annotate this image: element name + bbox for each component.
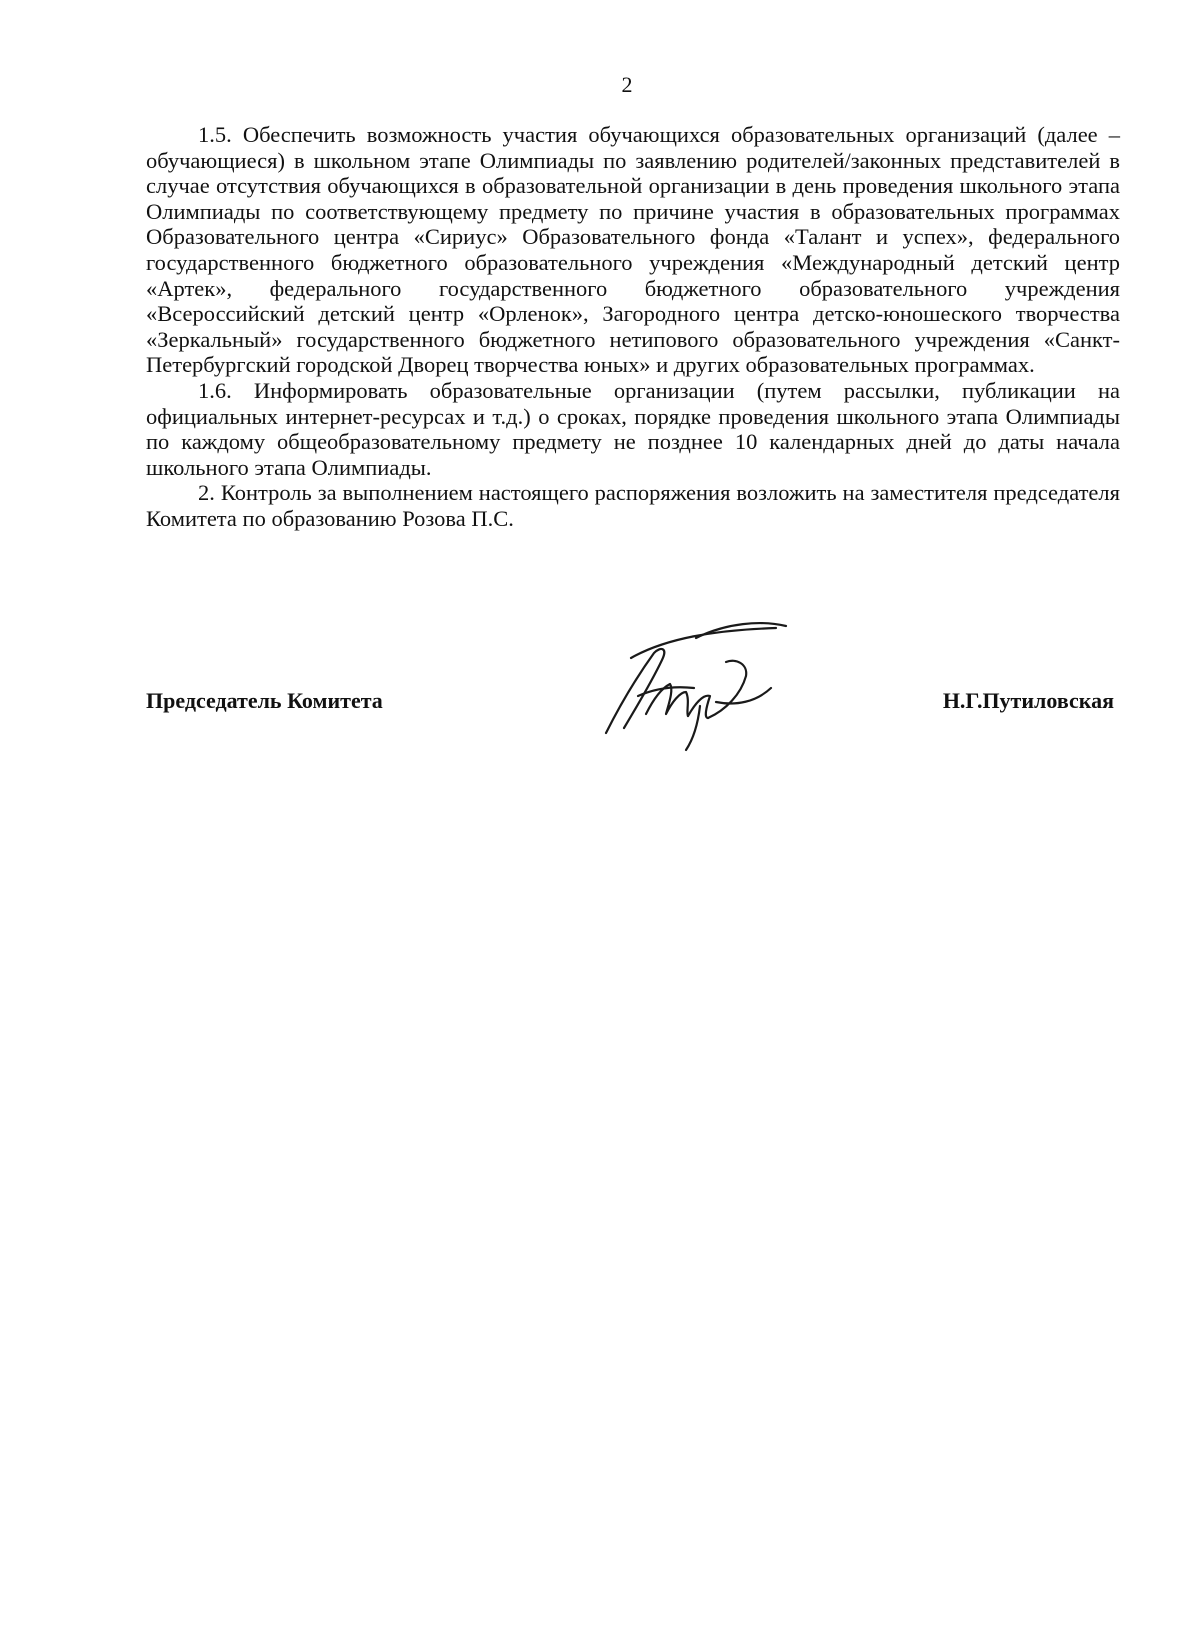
signatory-title: Председатель Комитета <box>146 688 383 713</box>
signatory-name: Н.Г.Путиловская <box>942 688 1114 713</box>
paragraph-1-6: 1.6. Информировать образовательные организации (путем рассылки, публикации на официальных интернет-ресурсах и т.д.) о сроках, порядке проведения школьного этапа Олимпиады по каждому общеобразовательному предмету не позднее 10 календарных дней до даты начала школьного этапа Олимпиады. <box>146 377 1120 480</box>
document-body <box>146 122 1120 532</box>
paragraph-2: 2. Контроль за выполнением настоящего распоряжения возложить на заместителя председателя Комитета по образованию Розова П.С. <box>146 480 1120 531</box>
paragraph-1-5: 1.5. Обеспечить возможность участия обучающихся образовательных организаций (далее – обучающиеся) в школьном этапе Олимпиады по заявлению родителей/законных представителей в случае отсутствия обучающихся в образовательной организации в день проведения школьного этапа Олимпиады по соответствующему предмету по причине участия в образовательных программах Образовательного центра «Сириус» Образовательного фонда «Талант и успех», федерального государственного бюджетного образовательного учреждения «Международный детский центр «Артек», федерального государственного бюджетного образовательного учреждения «Всероссийский детский центр «Орленок», Загородного центра детско-юношеского творчества «Зеркальный» государственного бюджетного нетипового образовательного учреждения «Санкт-Петербургский городской Дворец творчества юных» и других образовательных программах. <box>146 122 1120 378</box>
page-number: 2 <box>621 72 633 97</box>
signature-block <box>146 618 1120 758</box>
handwritten-signature-icon <box>576 618 806 758</box>
